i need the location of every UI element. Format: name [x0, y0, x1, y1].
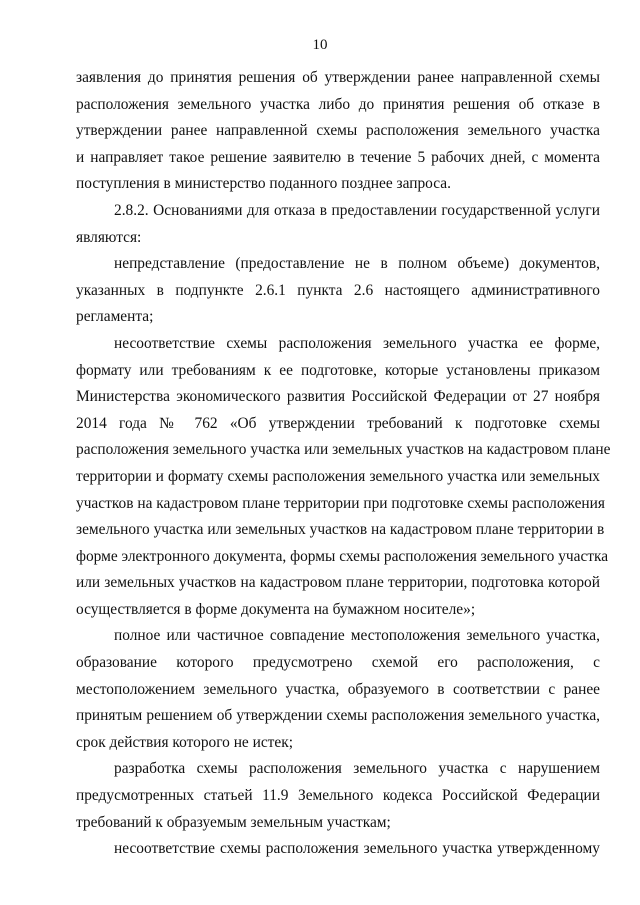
text-line: территории и формату схемы расположения земельного участка или земельных [76, 467, 600, 485]
text-line: расположения земельного участка либо до принятия решения об отказе в [76, 95, 600, 113]
text-line: форме электронного документа, формы схемы расположения земельного участка [76, 547, 609, 565]
text-line: регламента; [76, 308, 154, 326]
text-line: и направляет такое решение заявителю в течение 5 рабочих дней, с момента [76, 148, 600, 166]
text-line: срок действия которого не истек; [76, 733, 293, 751]
text-line: формату или требованиям к ее подготовке, которые установлены приказом [76, 361, 600, 379]
text-line: местоположением земельного участка, образуемого в соответствии с ранее [76, 680, 600, 698]
text-line: расположения земельного участка или земельных участков на кадастровом плане [76, 441, 611, 459]
text-line: несоответствие схемы расположения земельного участка ее форме, [114, 334, 600, 352]
text-line: поступления в министерство поданного позднее запроса. [76, 175, 451, 193]
text-line: или земельных участков на кадастровом плане территории, подготовка которой [76, 574, 600, 592]
page-number: 10 [312, 37, 328, 53]
text-line: принятым решением об утверждении схемы расположения земельного участка, [76, 707, 600, 725]
text-line: разработка схемы расположения земельного участка с нарушением [114, 760, 600, 778]
text-line: указанных в подпункте 2.6.1 пункта 2.6 настоящего административного [76, 281, 600, 299]
text-line: заявления до принятия решения об утверждении ранее направленной схемы [76, 69, 600, 86]
text-line: Министерства экономического развития Российской Федерации от 27 ноября [76, 388, 600, 406]
text-line: осуществляется в форме документа на бумажном носителе»; [76, 600, 476, 618]
text-line: образование которого предусмотрено схемой его расположения, с [76, 654, 600, 672]
text-line: 2.8.2. Основаниями для отказа в предоставлении государственной услуги [114, 201, 600, 219]
text-line: требований к образуемым земельным участкам; [76, 813, 391, 831]
text-line: земельного участка или земельных участков на кадастровом плане территории в [76, 521, 605, 539]
text-line: являются: [76, 228, 142, 246]
document-body [76, 65, 611, 863]
text-line: непредставление (предоставление не в полном объеме) документов, [114, 255, 600, 273]
text-line: полное или частичное совпадение местоположения земельного участка, [114, 627, 600, 645]
text-line: утверждении ранее направленной схемы расположения земельного участка [76, 122, 600, 140]
text-line: 2014 года № 762 «Об утверждении требований к подготовке схемы [76, 414, 600, 432]
text-line: предусмотренных статьей 11.9 Земельного кодекса Российской Федерации [76, 787, 600, 805]
text-line: участков на кадастровом плане территории при подготовке схемы расположения [76, 494, 605, 512]
text-line: несоответствие схемы расположения земельного участка утвержденному [114, 840, 600, 858]
